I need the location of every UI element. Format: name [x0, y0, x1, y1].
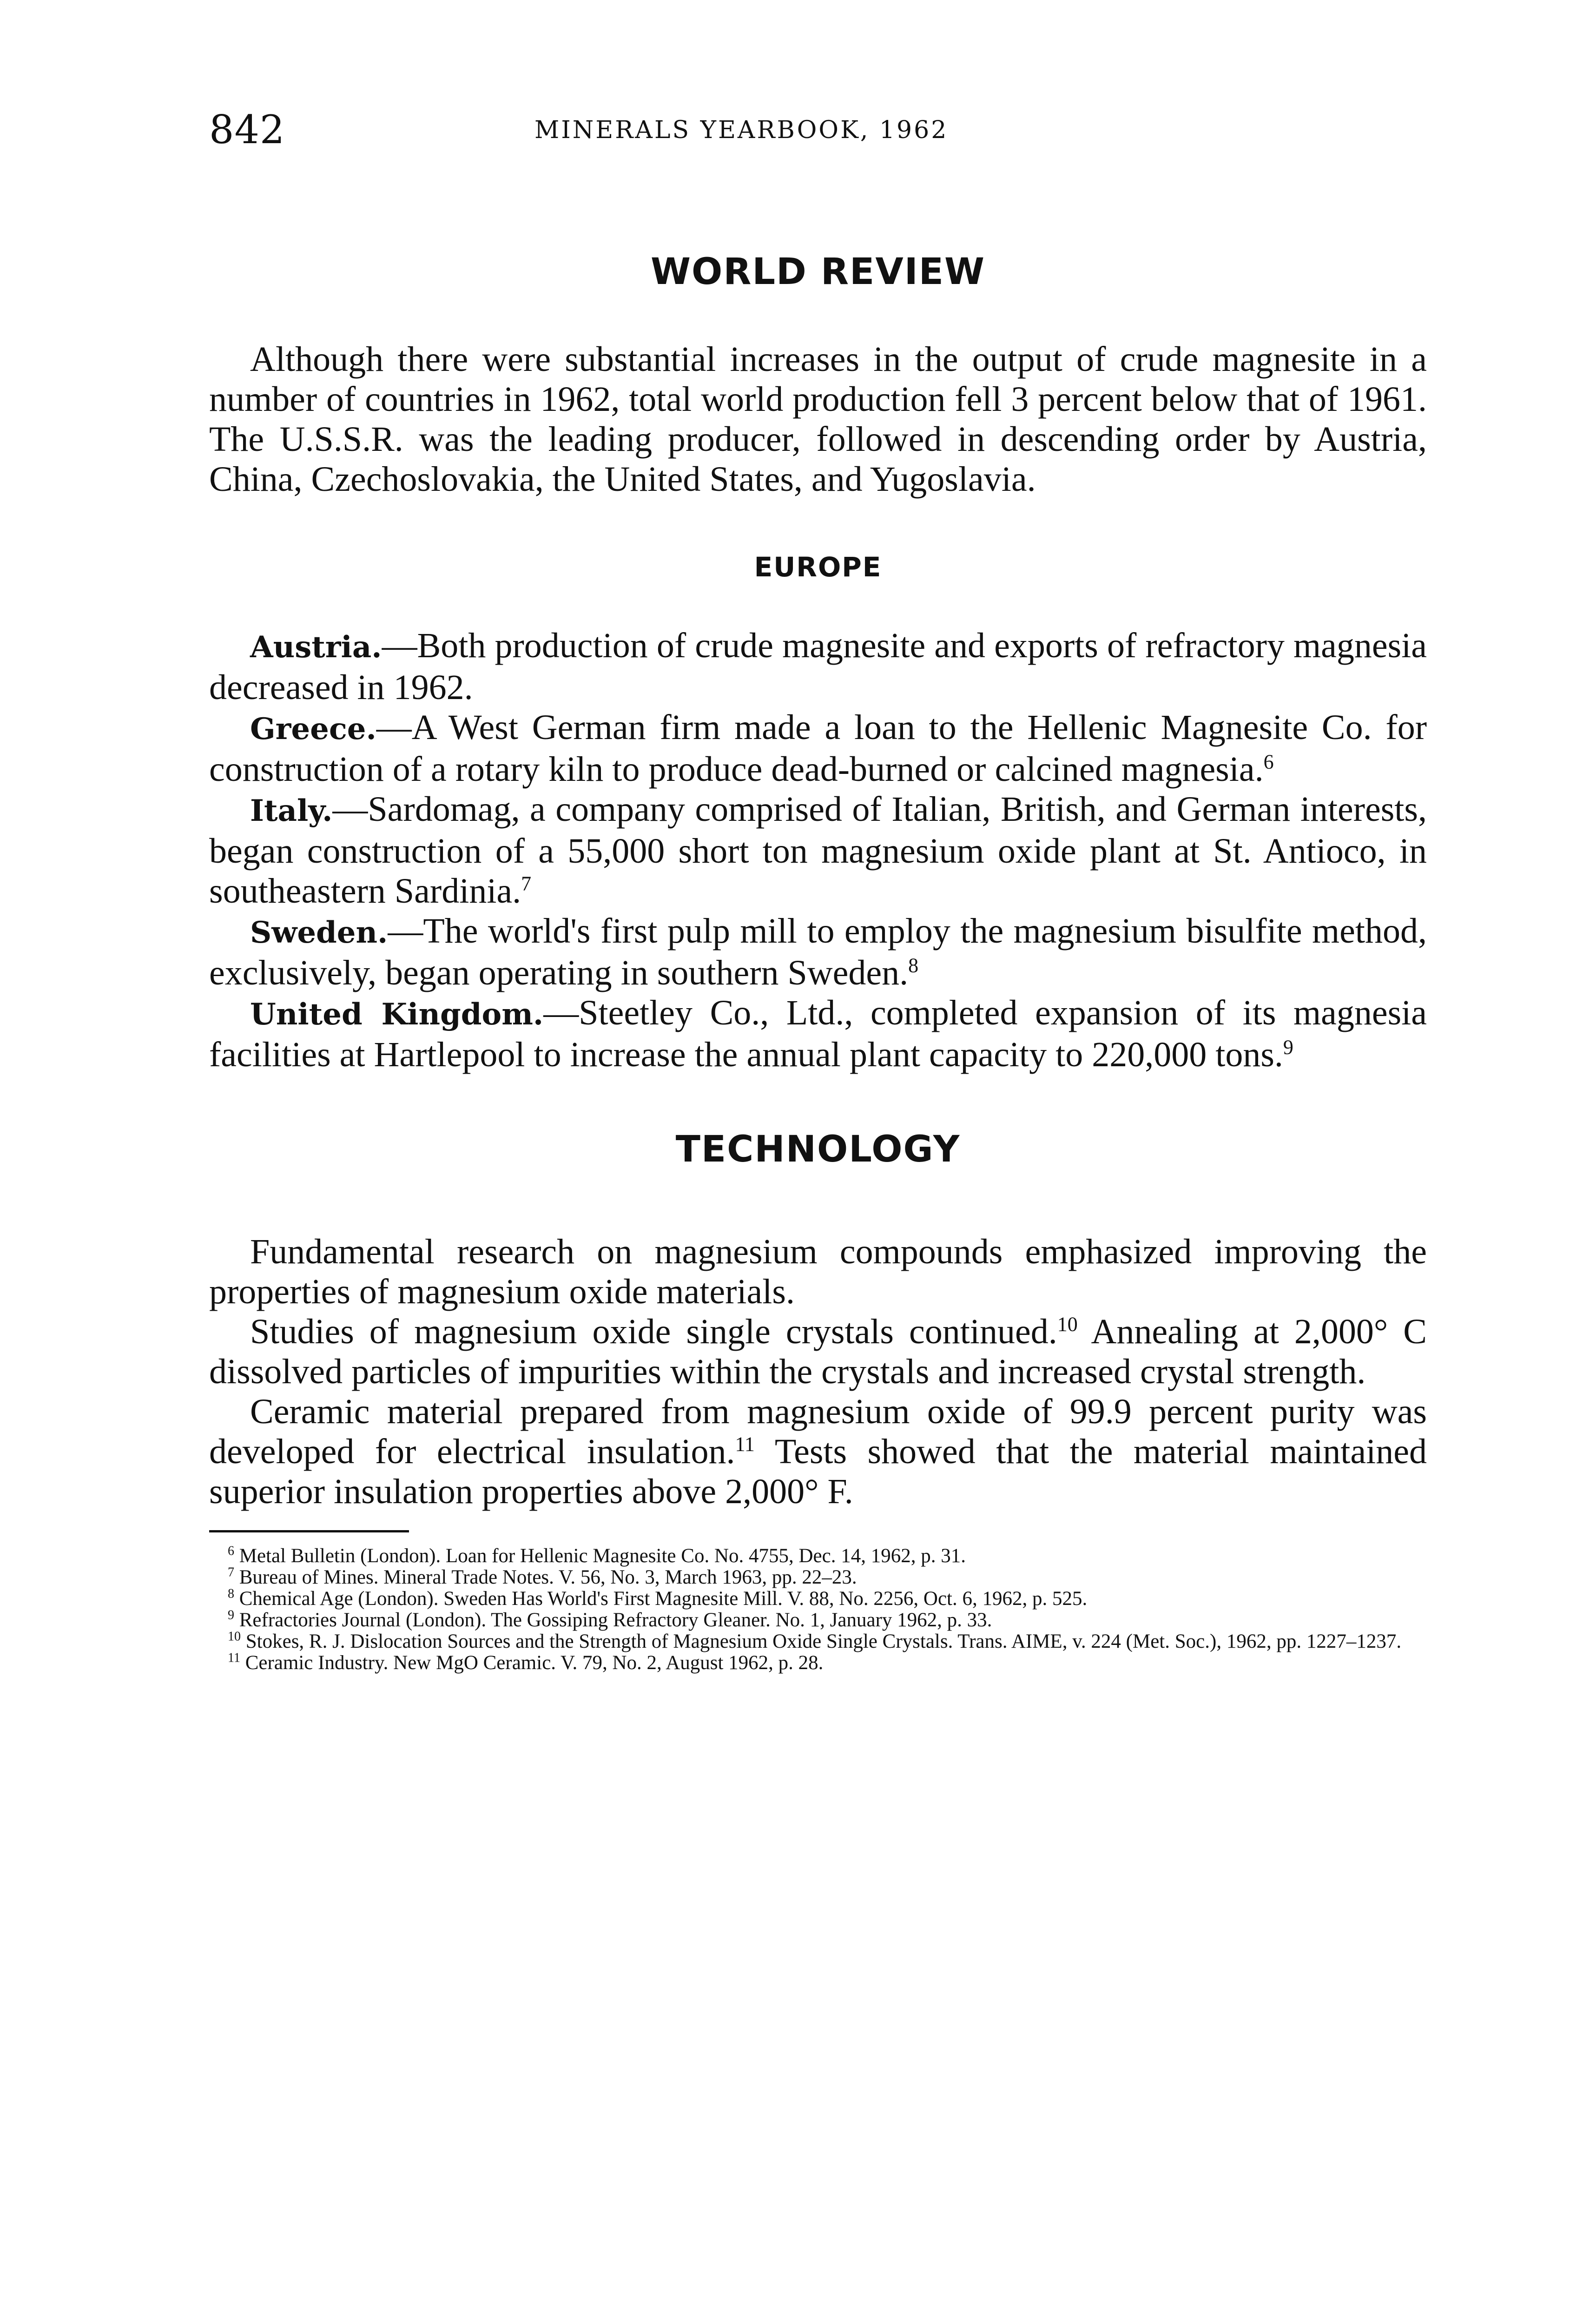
footnote-reference: 8	[908, 954, 919, 977]
footnote-text: Refractories Journal (London). The Gossiping Refractory Gleaner. No. 1, January 1962, p. 33.	[239, 1609, 992, 1631]
running-head	[209, 107, 1427, 181]
country-entry-austria	[209, 626, 1427, 707]
country-text: —Steetley Co., Ltd., completed expansion of its magnesia facilities at Hartlepool to increase the annual plant capacity to 220,000 tons.	[209, 993, 1427, 1074]
section-heading-world-review: WORLD REVIEW	[650, 251, 986, 293]
footnote-text: Metal Bulletin (London). Loan for Hellenic Magnesite Co. No. 4755, Dec. 14, 1962, p. 31.	[239, 1545, 966, 1567]
footnote	[209, 1631, 1427, 1652]
country-lead: United Kingdom.	[250, 997, 544, 1032]
footnote-reference: 11	[735, 1433, 755, 1456]
footnote	[209, 1588, 1427, 1610]
technology-paragraph	[209, 1392, 1427, 1512]
text-column	[209, 107, 1427, 1674]
footnote-text: Chemical Age (London). Sweden Has World's First Magnesite Mill. V. 88, No. 2256, Oct. 6, 1962, p. 525.	[239, 1588, 1088, 1610]
country-text: —A West German firm made a loan to the Hellenic Magnesite Co. for construction of a rotary kiln to produce dead-burned or calcined magnesia.	[209, 708, 1427, 789]
paragraph-text: Fundamental research on magnesium compounds emphasized improving the properties of magnesium oxide materials.	[209, 1232, 1427, 1311]
footnote	[209, 1545, 1427, 1567]
footnote-mark: 9	[228, 1608, 234, 1623]
country-text: —The world's first pulp mill to employ the magnesium bisulfite method, exclusively, began operating in southern Sweden.	[209, 911, 1427, 992]
country-lead: Austria.	[250, 630, 382, 665]
paragraph-text-continued: Tests showed that the material maintained superior insulation properties above 2,000° F.	[209, 1432, 1427, 1511]
footnote-mark: 6	[228, 1544, 234, 1558]
paragraph-text-continued: Annealing at 2,000° C dissolved particles of impurities within the crystals and increased crystal strength.	[209, 1312, 1427, 1391]
country-text: —Both production of crude magnesite and exports of refractory magnesia decreased in 1962.	[209, 626, 1427, 707]
country-lead: Greece.	[250, 712, 376, 746]
running-title: MINERALS YEARBOOK, 1962	[534, 116, 949, 144]
footnote-mark: 10	[228, 1629, 241, 1644]
section-heading-technology: TECHNOLOGY	[675, 1129, 961, 1170]
footnote-reference: 10	[1057, 1313, 1078, 1336]
country-entry-italy	[209, 789, 1427, 911]
footnote	[209, 1567, 1427, 1588]
page-number: 842	[209, 107, 285, 152]
world-review-paragraph: Although there were substantial increases in the output of crude magnesite in a number of countries in 1962, total world production fell 3 percent below that of 1961. The U.S.S.R. was the leading producer, followed in descending order by Austria, China, Czechoslovakia, the United States, and Yugoslavia.	[209, 340, 1427, 499]
technology-paragraph	[209, 1232, 1427, 1312]
country-entry-united-kingdom	[209, 993, 1427, 1075]
footnote-text: Bureau of Mines. Mineral Trade Notes. V. 56, No. 3, March 1963, pp. 22–23.	[239, 1566, 857, 1588]
paragraph-text: Studies of magnesium oxide single crystals continued.	[250, 1312, 1057, 1351]
footnote-reference: 6	[1263, 750, 1274, 773]
footnote-mark: 11	[228, 1651, 240, 1665]
technology-paragraph	[209, 1312, 1427, 1392]
footnote-text: Stokes, R. J. Dislocation Sources and the Strength of Magnesium Oxide Single Crystals. Trans. AIME, v. 224 (Met. Soc.), 1962, pp. 1227–1237.	[245, 1631, 1402, 1652]
country-lead: Sweden.	[250, 915, 388, 950]
footnote-text: Ceramic Industry. New MgO Ceramic. V. 79, No. 2, August 1962, p. 28.	[245, 1652, 824, 1674]
footnote	[209, 1610, 1427, 1631]
footnote-reference: 7	[521, 872, 532, 895]
footnote-divider	[209, 1530, 409, 1532]
country-entry-sweden	[209, 911, 1427, 993]
section-heading-europe: EUROPE	[754, 551, 882, 583]
footnote-reference: 9	[1283, 1036, 1293, 1059]
footnote-mark: 8	[228, 1586, 234, 1601]
footnote	[209, 1652, 1427, 1674]
footnotes	[209, 1545, 1427, 1674]
country-lead: Italy.	[250, 793, 333, 828]
country-entry-greece	[209, 707, 1427, 789]
country-text: —Sardomag, a company comprised of Italian, British, and German interests, began construction of a 55,000 short ton magnesium oxide plant at St. Antioco, in southeastern Sardinia.	[209, 790, 1427, 911]
paragraph-text: Ceramic material prepared from magnesium oxide of 99.9 percent purity was developed for electrical insulation.	[209, 1392, 1427, 1471]
footnote-mark: 7	[228, 1565, 234, 1580]
